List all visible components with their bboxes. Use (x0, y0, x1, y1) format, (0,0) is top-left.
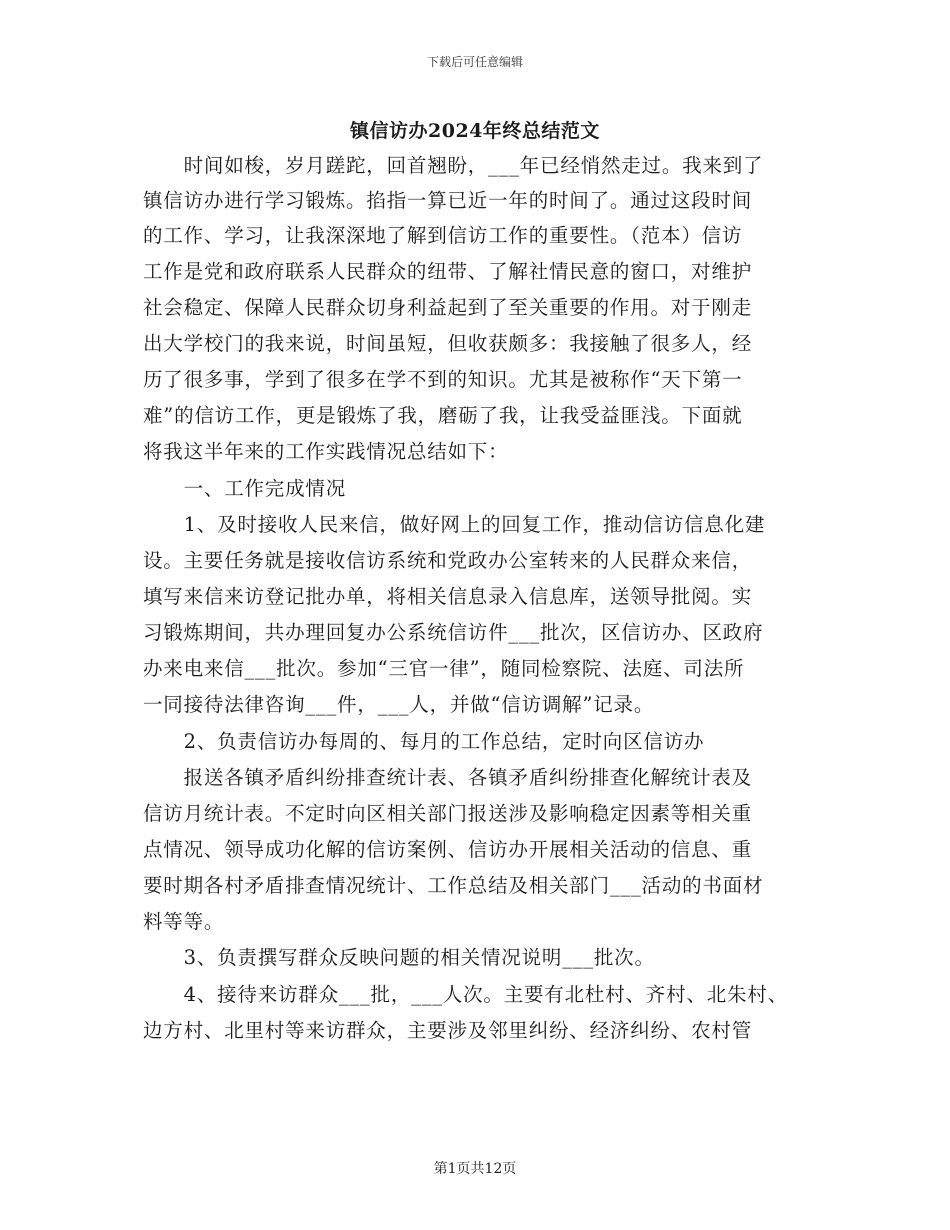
body-line: 设。主要任务就是接收信访系统和党政办公室转来的人民群众来信， (143, 549, 753, 572)
body-line: 信访月统计表。不定时向区相关部门报送涉及影响稳定因素等相关重 (143, 802, 753, 825)
body-line: 2、负责信访办每周的、每月的工作总结，定时向区信访办 (143, 730, 705, 753)
body-line: 习锻炼期间，共办理回复办公系统信访件___批次，区信访办、区政府 (143, 621, 764, 644)
body-line: 4、接待来访群众___批，___人次。主要有北杜村、齐村、北朱村、 (143, 983, 788, 1006)
body-line: 历了很多事，学到了很多在学不到的知识。尤其是被称作“天下第一 (143, 368, 743, 391)
body-line: 一同接待法律咨询___件，___人，并做“信访调解”记录。 (143, 693, 655, 716)
body-line: 镇信访办进行学习锻炼。掐指一算已近一年的时间了。通过这段时间 (143, 189, 753, 212)
body-line: 出大学校门的我来说，时间虽短，但收获颇多：我接触了很多人，经 (143, 332, 753, 355)
body-line: 报送各镇矛盾纠纷排查统计表、各镇矛盾纠纷排查化解统计表及 (143, 766, 753, 789)
body-line: 填写来信来访登记批办单，将相关信息录入信息库，送领导批阅。实 (143, 585, 753, 608)
document-title: 镇信访办2024年终总结范文 (350, 120, 600, 142)
body-line: 难”的信访工作，更是锻炼了我，磨砺了我，让我受益匪浅。下面就 (143, 404, 743, 427)
page-footer: 第1页共12页 (433, 1161, 517, 1177)
body-line: 3、负责撰写群众反映问题的相关情况说明___批次。 (143, 946, 655, 969)
body-line: 要时期各村矛盾排查情况统计、工作总结及相关部门___活动的书面材 (143, 874, 764, 897)
body-line: 工作是党和政府联系人民群众的纽带、了解社情民意的窗口，对维护 (143, 260, 753, 283)
body-line: 社会稳定、保障人民群众切身利益起到了至关重要的作用。对于刚走 (143, 296, 753, 319)
body-line: 时间如梭，岁月蹉跎，回首翘盼，___年已经悄然走过。我来到了 (143, 154, 764, 177)
header-note: 下载后可任意编辑 (426, 55, 523, 69)
body-line: 将我这半年来的工作实践情况总结如下： (143, 440, 509, 463)
body-line: 料等等。 (143, 910, 225, 933)
body-line: 点情况、领导成功化解的信访案例、信访办开展相关活动的信息、重 (143, 838, 753, 861)
body-line: 的工作、学习，让我深深地了解到信访工作的重要性。（范本）信访 (143, 224, 743, 247)
body-line: 1、及时接收人民来信，做好网上的回复工作，推动信访信息化建 (143, 513, 766, 536)
body-line: 办来电来信___批次。参加“三官一律”，随同检察院、法庭、司法所 (143, 657, 745, 680)
section-heading: 一、工作完成情况 (143, 477, 347, 500)
body-line: 边方村、北里村等来访群众，主要涉及邻里纠纷、经济纠纷、农村管 (143, 1019, 753, 1042)
